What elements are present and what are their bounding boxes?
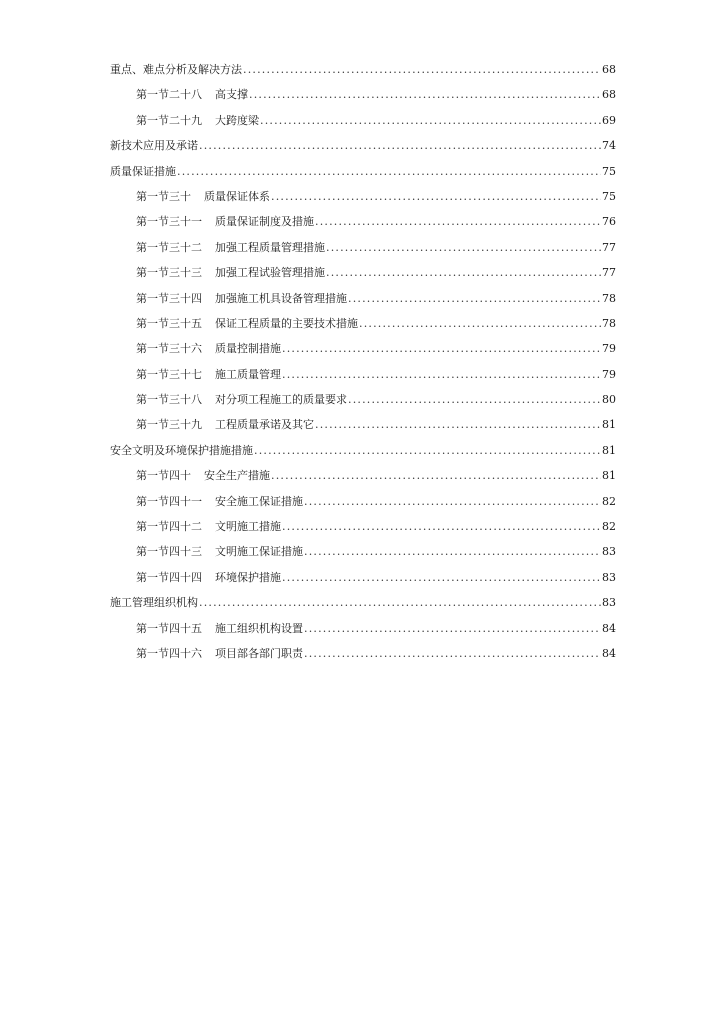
toc-page-number: 75 — [602, 189, 616, 203]
toc-section-entry[interactable] — [110, 387, 616, 412]
toc-page-number: 84 — [602, 646, 616, 660]
toc-dot-leader — [282, 336, 601, 361]
toc-dot-leader — [315, 412, 601, 437]
toc-entry-title: 质量控制措施 — [215, 342, 281, 356]
toc-section-number: 第一节三十九 — [136, 418, 202, 432]
toc-dot-leader — [326, 235, 601, 260]
toc-dot-leader — [282, 362, 601, 387]
toc-section-number: 第一节三十七 — [136, 367, 202, 381]
toc-section-entry[interactable] — [110, 641, 616, 666]
toc-page-number: 82 — [602, 494, 616, 508]
toc-dot-leader — [271, 463, 601, 488]
toc-chapter-entry[interactable] — [110, 438, 616, 463]
toc-dot-leader — [249, 82, 601, 107]
toc-entry-title: 施工管理组织机构 — [110, 596, 198, 610]
toc-entry-title: 质量保证体系 — [204, 189, 270, 203]
toc-page-number: 81 — [602, 443, 616, 457]
toc-entry-title: 新技术应用及承诺 — [110, 139, 198, 153]
toc-dot-leader — [304, 489, 601, 514]
toc-entry-title: 安全文明及环境保护措施措施 — [110, 443, 253, 457]
toc-page-number: 81 — [602, 418, 616, 432]
toc-page-number: 76 — [602, 215, 616, 229]
toc-entry-title: 文明施工措施 — [215, 520, 281, 534]
toc-section-number: 第一节三十五 — [136, 316, 202, 330]
toc-section-number: 第一节三十 — [136, 189, 191, 203]
toc-section-entry[interactable] — [110, 539, 616, 564]
toc-entry-title: 安全生产措施 — [204, 469, 270, 483]
toc-dot-leader — [254, 438, 601, 463]
toc-page-number: 68 — [602, 63, 616, 76]
toc-section-number: 第一节四十六 — [136, 646, 202, 660]
toc-dot-leader — [260, 108, 601, 133]
toc-section-number: 第一节四十二 — [136, 520, 202, 534]
toc-entry-title: 质量保证措施 — [110, 164, 176, 178]
toc-section-entry[interactable] — [110, 514, 616, 539]
toc-section-number: 第一节三十一 — [136, 215, 202, 229]
toc-page-number: 78 — [602, 316, 616, 330]
toc-page-number: 74 — [602, 139, 616, 153]
toc-dot-leader — [243, 57, 601, 82]
toc-section-entry[interactable] — [110, 184, 616, 209]
toc-entry-title: 项目部各部门职责 — [215, 646, 303, 660]
toc-section-entry[interactable] — [110, 336, 616, 361]
toc-page-number: 80 — [602, 393, 616, 407]
toc-dot-leader — [282, 514, 601, 539]
toc-dot-leader — [348, 387, 601, 412]
toc-dot-leader — [315, 209, 601, 234]
toc-page-number: 83 — [602, 596, 616, 610]
toc-section-entry[interactable] — [110, 260, 616, 285]
toc-dot-leader — [199, 133, 601, 158]
toc-section-number: 第一节三十三 — [136, 266, 202, 280]
toc-page-number: 75 — [602, 164, 616, 178]
toc-entry-title: 大跨度梁 — [215, 113, 259, 127]
toc-section-entry[interactable] — [110, 108, 616, 133]
toc-page-number: 82 — [602, 520, 616, 534]
toc-section-number: 第一节三十二 — [136, 240, 202, 254]
toc-page-number: 78 — [602, 291, 616, 305]
toc-entry-title: 施工组织机构设置 — [215, 621, 303, 635]
toc-entry-title: 对分项工程施工的质量要求 — [215, 393, 347, 407]
toc-entry-title: 环境保护措施 — [215, 570, 281, 584]
toc-entry-title: 加强施工机具设备管理措施 — [215, 291, 347, 305]
toc-page-number: 68 — [602, 88, 616, 102]
toc-section-number: 第一节三十六 — [136, 342, 202, 356]
toc-section-number: 第一节二十八 — [136, 88, 202, 102]
toc-dot-leader — [304, 616, 601, 641]
toc-entry-title: 施工质量管理 — [215, 367, 281, 381]
toc-section-entry[interactable] — [110, 82, 616, 107]
toc-page-number: 77 — [602, 266, 616, 280]
toc-dot-leader — [304, 539, 601, 564]
toc-section-entry[interactable] — [110, 616, 616, 641]
toc-entry-title: 重点、难点分析及解决方法 — [110, 63, 242, 76]
toc-section-entry[interactable] — [110, 209, 616, 234]
toc-section-number: 第一节三十四 — [136, 291, 202, 305]
toc-section-number: 第一节二十九 — [136, 113, 202, 127]
toc-chapter-entry[interactable] — [110, 159, 616, 184]
toc-dot-leader — [199, 590, 601, 615]
toc-section-number: 第一节四十三 — [136, 545, 202, 559]
toc-section-number: 第一节四十四 — [136, 570, 202, 584]
toc-page-number: 79 — [602, 342, 616, 356]
toc-entry-title: 质量保证制度及措施 — [215, 215, 314, 229]
toc-page-number: 83 — [602, 545, 616, 559]
toc-section-entry[interactable] — [110, 489, 616, 514]
toc-entry-title: 工程质量承诺及其它 — [215, 418, 314, 432]
toc-section-entry[interactable] — [110, 311, 616, 336]
toc-chapter-entry[interactable] — [110, 133, 616, 158]
toc-section-number: 第一节四十一 — [136, 494, 202, 508]
toc-dot-leader — [348, 286, 601, 311]
toc-dot-leader — [359, 311, 601, 336]
toc-section-number: 第一节四十五 — [136, 621, 202, 635]
toc-page-number: 77 — [602, 240, 616, 254]
toc-page-number: 81 — [602, 469, 616, 483]
toc-section-entry[interactable] — [110, 463, 616, 488]
toc-page-number: 69 — [602, 113, 616, 127]
toc-dot-leader — [326, 260, 601, 285]
toc-entry-title: 高支撑 — [215, 88, 248, 102]
toc-dot-leader — [282, 565, 601, 590]
toc-chapter-entry[interactable] — [110, 57, 616, 82]
toc-section-number: 第一节四十 — [136, 469, 191, 483]
toc-entry-title: 加强工程试验管理措施 — [215, 266, 325, 280]
toc-section-entry[interactable] — [110, 565, 616, 590]
toc-page-number: 79 — [602, 367, 616, 381]
toc-dot-leader — [271, 184, 601, 209]
toc-entry-title: 加强工程质量管理措施 — [215, 240, 325, 254]
toc-section-number: 第一节三十八 — [136, 393, 202, 407]
toc-section-entry[interactable] — [110, 412, 616, 437]
toc-chapter-entry[interactable] — [110, 590, 616, 615]
toc-page-number: 84 — [602, 621, 616, 635]
toc-dot-leader — [304, 641, 601, 666]
toc-entry-title: 文明施工保证措施 — [215, 545, 303, 559]
toc-dot-leader — [177, 159, 601, 184]
toc-entry-title: 安全施工保证措施 — [215, 494, 303, 508]
toc-section-entry[interactable] — [110, 235, 616, 260]
table-of-contents — [110, 57, 616, 666]
toc-page-number: 83 — [602, 570, 616, 584]
toc-section-entry[interactable] — [110, 286, 616, 311]
toc-section-entry[interactable] — [110, 362, 616, 387]
toc-entry-title: 保证工程质量的主要技术措施 — [215, 316, 358, 330]
